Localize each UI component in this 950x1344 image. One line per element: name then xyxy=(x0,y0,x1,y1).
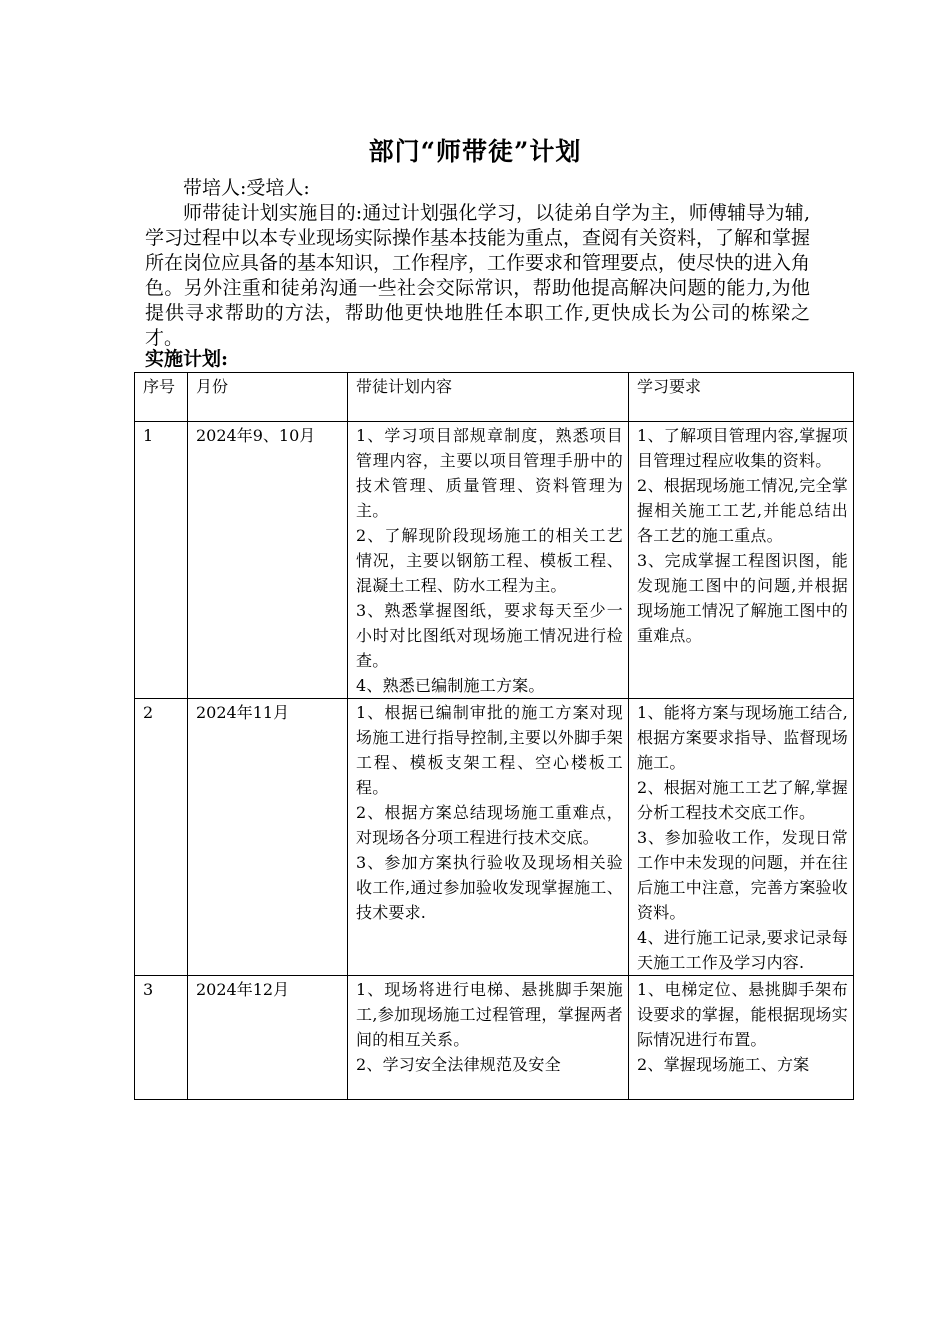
header-content: 带徒计划内容 xyxy=(348,373,629,422)
row-no: 2 xyxy=(135,699,188,976)
row-content: 1、现场将进行电梯、悬挑脚手架施工,参加现场施工过程管理，掌握两者间的相互关系。 2、学习安全法律规范及安全 xyxy=(348,976,629,1100)
row-month: 2024年11月 xyxy=(188,699,348,976)
header-month: 月份 xyxy=(188,373,348,422)
plan-table xyxy=(134,372,854,1100)
plan-section-label: 实施计划: xyxy=(145,348,229,370)
row-requirement: 1、电梯定位、悬挑脚手架布设要求的掌握，能根据现场实际情况进行布置。 2、掌握现场施工、方案 xyxy=(629,976,854,1100)
table-header-row xyxy=(135,373,854,422)
header-requirement: 学习要求 xyxy=(629,373,854,422)
row-no: 3 xyxy=(135,976,188,1100)
table-row xyxy=(135,422,854,699)
row-content: 1、根据已编制审批的施工方案对现场施工进行指导控制,主要以外脚手架工程、模板支架工程、空心楼板工程。 2、根据方案总结现场施工重难点，对现场各分项工程进行技术交底。 3、参加方案执行验收及现场相关验收工作,通过参加验收发现掌握施工、技术要求. xyxy=(348,699,629,976)
trainers-line: 带培人:受培人: xyxy=(183,177,310,199)
table-row xyxy=(135,976,854,1100)
row-month: 2024年9、10月 xyxy=(188,422,348,699)
row-month: 2024年12月 xyxy=(188,976,348,1100)
page-title: 部门“师带徒”计划 xyxy=(368,137,582,166)
row-content: 1、学习项目部规章制度，熟悉项目管理内容，主要以项目管理手册中的技术管理、质量管理、资料管理为主。 2、了解现阶段现场施工的相关工艺情况，主要以钢筋工程、模板工程、混凝土工程、防水工程为主。 3、熟悉掌握图纸，要求每天至少一小时对比图纸对现场施工情况进行检查。 4、熟悉已编制施工方案。 xyxy=(348,422,629,699)
table-row xyxy=(135,699,854,976)
header-no: 序号 xyxy=(135,373,188,422)
intro-section xyxy=(145,176,810,351)
row-requirement: 1、能将方案与现场施工结合,根据方案要求指导、监督现场施工。 2、根据对施工工艺了解,掌握分析工程技术交底工作。 3、参加验收工作，发现日常工作中未发现的问题，并在往后施工中注意，完善方案验收资料。 4、进行施工记录,要求记录每天施工工作及学习内容. xyxy=(629,699,854,976)
row-requirement: 1、了解项目管理内容,掌握项目管理过程应收集的资料。 2、根据现场施工情况,完全掌握相关施工工艺,并能总结出各工艺的施工重点。 3、完成掌握工程图识图，能发现施工图中的问题,并根据现场施工情况了解施工图中的重难点。 xyxy=(629,422,854,699)
row-no: 1 xyxy=(135,422,188,699)
purpose-paragraph: 师带徒计划实施目的:通过计划强化学习，以徒弟自学为主，师傅辅导为辅,学习过程中以本专业现场实际操作基本技能为重点，查阅有关资料，了解和掌握所在岗位应具备的基本知识，工作程序，工作要求和管理要点，使尽快的进入角色。另外注重和徒弟沟通一些社会交际常识，帮助他提高解决问题的能力,为他提供寻求帮助的方法，帮助他更快地胜任本职工作,更快成长为公司的栋梁之才。 xyxy=(145,202,811,349)
